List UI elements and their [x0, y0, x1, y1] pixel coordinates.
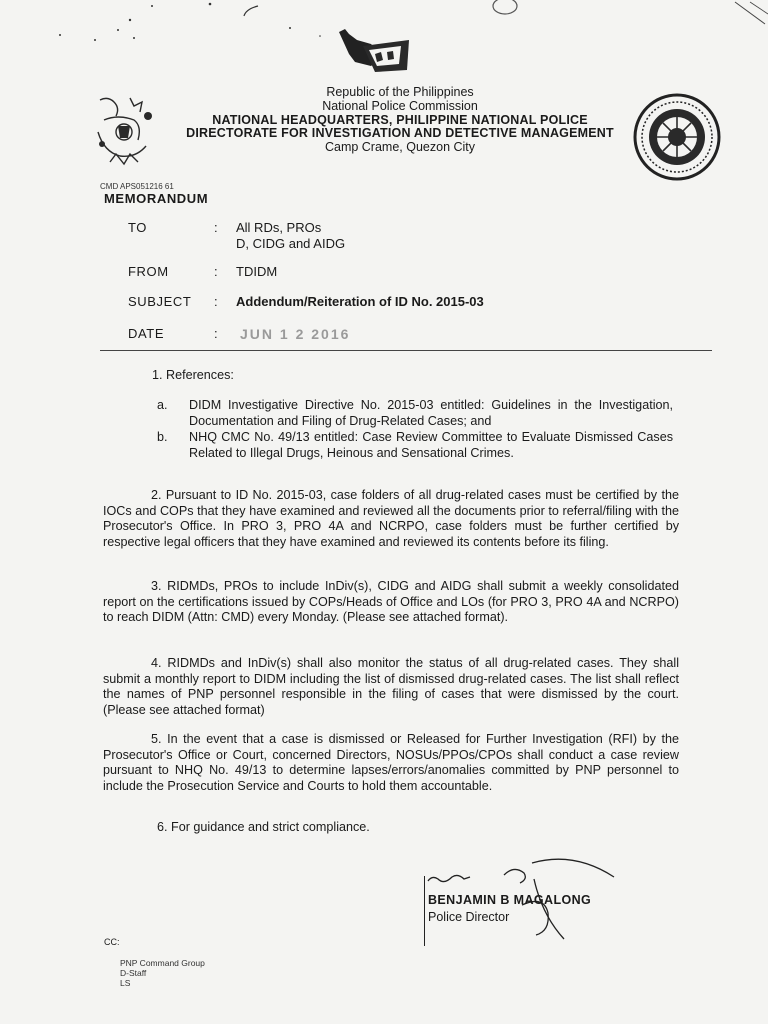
subject-label: SUBJECT: [128, 294, 192, 309]
reference-a: [157, 398, 673, 429]
to-value-2: D, CIDG and AIDG: [236, 236, 346, 251]
letterhead-directorate: DIRECTORATE FOR INVESTIGATION AND DETECTIVE MANAGEMENT: [186, 126, 614, 141]
signatory-title: Police Director: [428, 910, 510, 924]
reference-code: CMD APS051216 61: [100, 182, 174, 191]
letterhead-address: Camp Crame, Quezon City: [324, 140, 476, 155]
subject-value: Addendum/Reiteration of ID No. 2015-03: [236, 294, 484, 309]
date-label: DATE: [128, 326, 165, 341]
cc-label: CC:: [104, 937, 120, 947]
to-label: TO: [128, 220, 148, 235]
paragraph-6: 6. For guidance and strict compliance.: [157, 820, 370, 834]
reference-b-letter: b.: [157, 430, 168, 444]
subject-colon: :: [214, 294, 218, 309]
reference-a-letter: a.: [157, 398, 168, 412]
cc-item: LS: [120, 978, 131, 988]
from-colon: :: [214, 264, 218, 279]
from-label: FROM: [128, 264, 169, 279]
header-divider: [100, 350, 712, 351]
letterhead: [150, 86, 650, 155]
reference-b: [157, 430, 673, 461]
letterhead-headquarters: NATIONAL HEADQUARTERS, PHILIPPINE NATIONAL POLICE: [212, 112, 588, 127]
paragraph-4: 4. RIDMDs and InDiv(s) shall also monitor the status of all drug-related cases. They shall submit a monthly report to DIDM including the list of dismissed drug-related cases. The list shall reflect the names of PNP personnel responsible in the filing of cases that were dismissed by the court. (Please see attached format): [103, 656, 679, 717]
paragraph-2: 2. Pursuant to ID No. 2015-03, case folders of all drug-related cases must be certified by the IOCs and COPs that they have examined and reviewed all the documents prior to referral/filing with the Prosecutor's Office. In PRO 3, PRO 4A and NCRPO, case folders must be further certified by respective legal officers that they have examined and reviewed its contents before its filing.: [103, 488, 679, 549]
memo-title: MEMORANDUM: [104, 191, 209, 206]
reference-a-text: DIDM Investigative Directive No. 2015-03 entitled: Guidelines in the Investigation, Documentation and Filing of Drug-Related Cases; and: [189, 398, 673, 428]
cc-item: PNP Command Group: [120, 958, 205, 968]
flag-icon: [335, 26, 413, 78]
references-heading: 1. References:: [152, 368, 234, 382]
cc-item: D-Staff: [120, 968, 147, 978]
signatory-name: BENJAMIN B MAGALONG: [428, 893, 592, 907]
reference-b-text: NHQ CMC No. 49/13 entitled: Case Review Committee to Evaluate Dismissed Cases Related to Illegal Drugs, Heinous and Sensational Crimes.: [189, 430, 673, 460]
letterhead-republic: Republic of the Philippines: [326, 85, 474, 99]
paragraph-3: 3. RIDMDs, PROs to include InDiv(s), CIDG and AIDG shall submit a weekly consolidated report on the certifications issued by COPs/Heads of Office and LOs (for PRO 3, PRO 4A and NCRPO) to reach DIDM (Attn: CMD) every Monday. (Please see attached format).: [103, 579, 679, 624]
paragraph-5: 5. In the event that a case is dismissed or Released for Further Investigation (RFI) by the Prosecutor's Office or Court, concerned Directors, NOSUs/PPOs/CPOs shall conduct a case review pursuant to NHQ No. 49/13 to determine lapses/errors/anomalies committed by PNP personnel to include the Prosecution Service and Courts to hold them accountable.: [103, 732, 679, 793]
date-stamp: JUN 1 2 2016: [240, 326, 351, 342]
to-colon: :: [214, 220, 218, 235]
from-value: TDIDM: [236, 264, 278, 279]
date-colon: :: [214, 326, 218, 341]
cc-list: [120, 958, 205, 988]
letterhead-napolcom: National Police Commission: [322, 98, 478, 113]
to-value-1: All RDs, PROs: [236, 220, 322, 235]
